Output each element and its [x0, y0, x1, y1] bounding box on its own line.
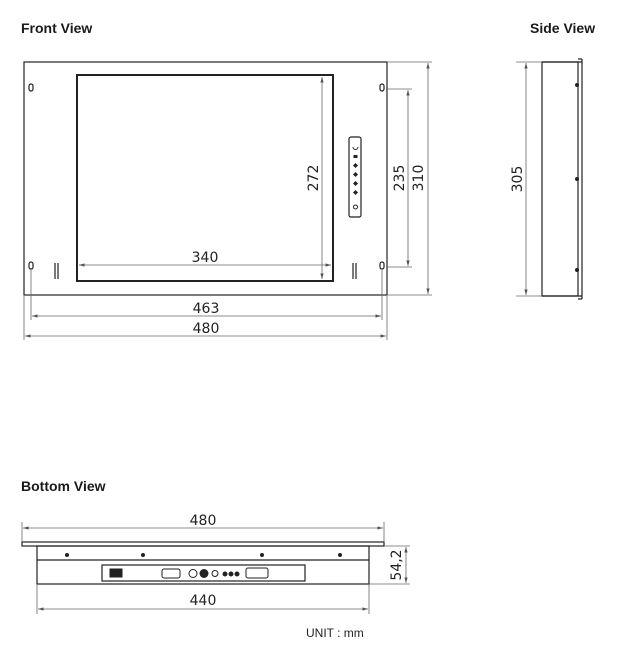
down-icon — [353, 172, 358, 177]
menu-icon — [354, 155, 358, 158]
bottom-view-title: Bottom View — [21, 478, 106, 494]
dim-235: 235 — [392, 164, 408, 192]
front-dimension-lines — [24, 62, 432, 340]
right-icon — [353, 190, 358, 195]
mount-slot — [29, 84, 33, 91]
dim-310: 310 — [411, 164, 427, 192]
front-view-title: Front View — [21, 20, 93, 36]
dim-272: 272 — [306, 164, 322, 192]
screw — [575, 268, 579, 272]
vga-port — [162, 569, 180, 578]
dc-jack — [189, 570, 197, 578]
audio-jack — [212, 571, 218, 577]
side-body — [542, 62, 578, 296]
dim-463: 463 — [192, 301, 220, 317]
button — [223, 572, 227, 576]
screw — [141, 553, 145, 557]
dc-jack — [200, 570, 208, 578]
led-icon — [354, 205, 358, 209]
dvi-port — [246, 568, 268, 578]
dim-54-2: 54,2 — [389, 549, 405, 581]
left-icon — [353, 181, 358, 186]
dim-480-front: 480 — [192, 321, 220, 337]
io-connectors — [110, 568, 268, 578]
dim-340: 340 — [191, 250, 219, 266]
screw — [260, 553, 264, 557]
dim-440: 440 — [189, 593, 217, 609]
unit-label: UNIT : mm — [306, 626, 364, 640]
front-dimension-labels — [192, 165, 427, 337]
osd-buttons — [353, 147, 358, 209]
screw — [65, 553, 69, 557]
mount-slot — [380, 262, 384, 269]
button — [235, 572, 239, 576]
mount-slot — [29, 262, 33, 269]
bottom-screws — [65, 553, 342, 557]
button — [229, 572, 233, 576]
screw — [338, 553, 342, 557]
bottom-dimension-labels — [190, 513, 405, 609]
power-switch — [110, 569, 122, 577]
up-icon — [353, 163, 358, 168]
screw — [575, 83, 579, 87]
screw — [575, 177, 579, 181]
dim-480-bottom: 480 — [189, 513, 217, 529]
side-view-title: Side View — [530, 20, 596, 36]
dim-305: 305 — [510, 165, 526, 193]
power-icon — [353, 147, 358, 150]
mount-slot — [380, 84, 384, 91]
